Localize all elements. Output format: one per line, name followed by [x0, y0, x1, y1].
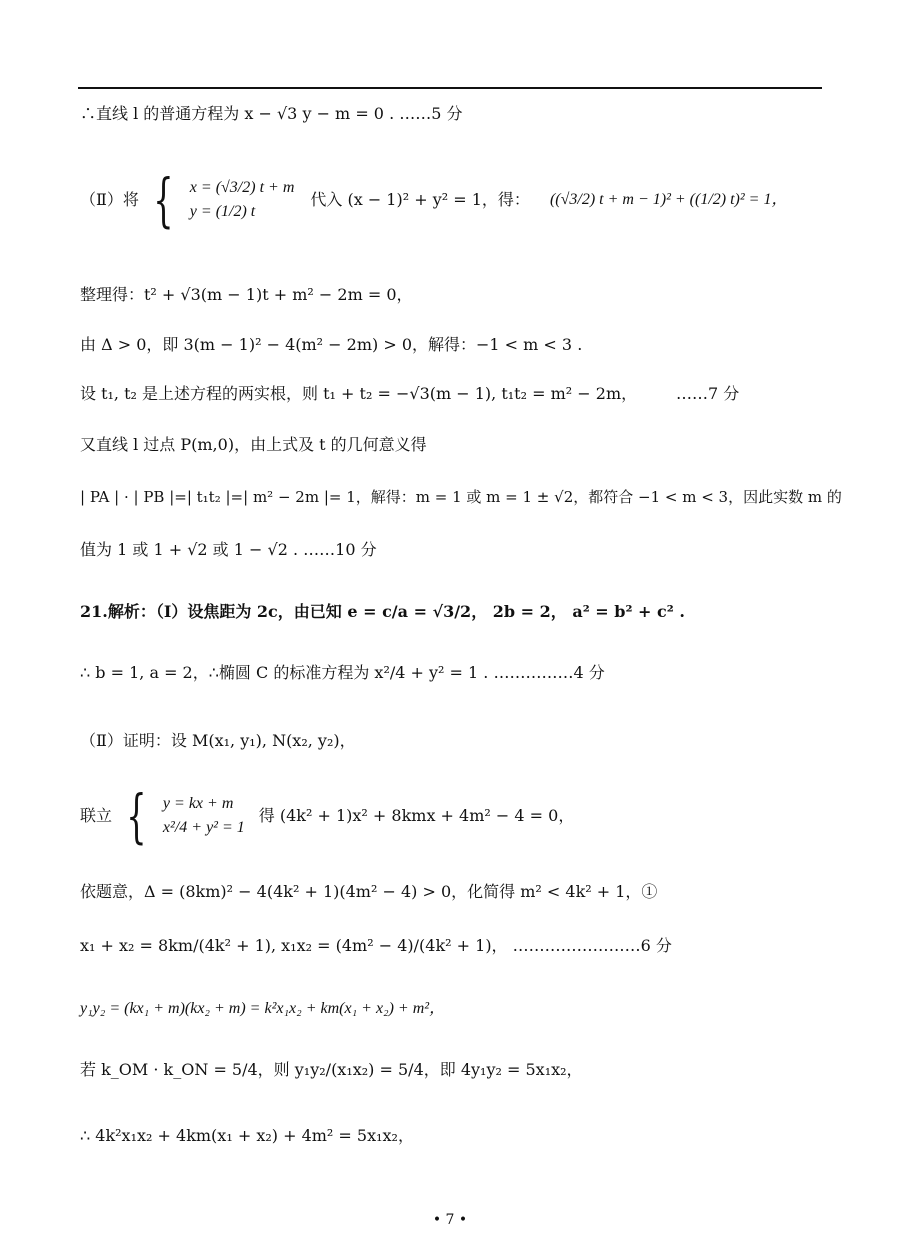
line-15	[80, 1000, 445, 1017]
line-15-text: y₁y₂ = (kx₁ + m)(kx₂ + m) = k²x₁x₂ + km(x₁ + x₂) + m²，	[80, 1000, 446, 1017]
line-7	[80, 490, 842, 505]
line-2-result: ((√3/2) t + m − 1)² + ((1/2) t)² = 1，	[549, 191, 788, 208]
page-number: • 7 •	[432, 1212, 468, 1228]
line-17-text: ∴ 4k²x₁x₂ + 4km(x₁ + x₂) + 4m² = 5x₁x₂，	[80, 1126, 414, 1145]
line-2	[80, 160, 787, 240]
param-eq-y: y = (1/2) t	[189, 203, 256, 220]
line-14-text: x₁ + x₂ = 8km/(4k² + 1), x₁x₂ = (4m² − 4)/(4k² + 1)， ……………………6 分	[80, 936, 672, 955]
line-11-text: （Ⅱ）证明：设 M(x₁, y₁), N(x₂, y₂)，	[80, 731, 356, 750]
line-12	[80, 776, 574, 856]
line-12-rest: 得 (4k² + 1)x² + 8kmx + 4m² − 4 = 0，	[258, 806, 575, 825]
param-eq-x: x = (√3/2) t + m	[189, 179, 295, 196]
line-17	[80, 1128, 414, 1144]
line-4	[80, 337, 582, 353]
line-10-text: ∴ b = 1, a = 2，∴椭圆 C 的标准方程为 x²/4 + y² = 1 . ……………4 分	[80, 663, 605, 682]
line-1-text: ∴直线 l 的普通方程为 x − √3 y − m = 0 . ……5 分	[80, 104, 463, 123]
line-6	[80, 437, 427, 453]
header-rule	[78, 87, 822, 89]
line-2-mid: 代入 (x − 1)² + y² = 1，得：	[310, 190, 530, 209]
line-9	[80, 604, 685, 620]
line-13-text: 依题意，Δ = (8km)² − 4(4k² + 1)(4m² − 4) > 0，化简得 m² < 4k² + 1，①	[80, 882, 658, 901]
system-eq-line: y = kx + m	[162, 795, 234, 812]
line-3	[80, 287, 413, 303]
line-5-score: ……7 分	[676, 384, 740, 403]
line-9-text: 21.解析：（Ⅰ）设焦距为 2c，由已知 e = c/a = √3/2， 2b = 2， a² = b² + c² .	[80, 602, 685, 621]
line-7-text: | PA | · | PB |=| t₁t₂ |=| m² − 2m |= 1，解得：m = 1 或 m = 1 ± √2，都符合 −1 < m < 3，因此实数 m 的	[80, 488, 842, 506]
line-4-text: 由 Δ > 0，即 3(m − 1)² − 4(m² − 2m) > 0，解得：−1 < m < 3 .	[80, 335, 583, 354]
line-11	[80, 733, 356, 749]
param-system	[190, 180, 295, 220]
line-8-text: 值为 1 或 1 + √2 或 1 − √2 . ……10 分	[80, 540, 377, 559]
line-13	[80, 884, 657, 900]
line-8	[80, 542, 377, 558]
line-2-prefix: （Ⅱ）将	[80, 190, 139, 209]
line-1	[80, 106, 463, 122]
line-5	[80, 386, 740, 402]
line-12-prefix: 联立	[80, 806, 113, 825]
brace-icon: {	[126, 782, 147, 850]
line-16	[80, 1062, 583, 1078]
brace-icon: {	[153, 166, 174, 234]
system-eq-ellipse: x²/4 + y² = 1	[162, 819, 245, 836]
line-10	[80, 665, 605, 681]
line-5-text: 设 t₁, t₂ 是上述方程的两实根，则 t₁ + t₂ = −√3(m − 1), t₁t₂ = m² − 2m，	[80, 384, 638, 403]
line-3-text: 整理得：t² + √3(m − 1)t + m² − 2m = 0，	[80, 285, 413, 304]
line-6-text: 又直线 l 过点 P(m,0)，由上式及 t 的几何意义得	[80, 435, 427, 454]
line-16-text: 若 k_OM · k_ON = 5/4，则 y₁y₂/(x₁x₂) = 5/4，即 4y₁y₂ = 5x₁x₂，	[80, 1060, 583, 1079]
line-14	[80, 938, 672, 954]
equation-system	[163, 796, 245, 836]
